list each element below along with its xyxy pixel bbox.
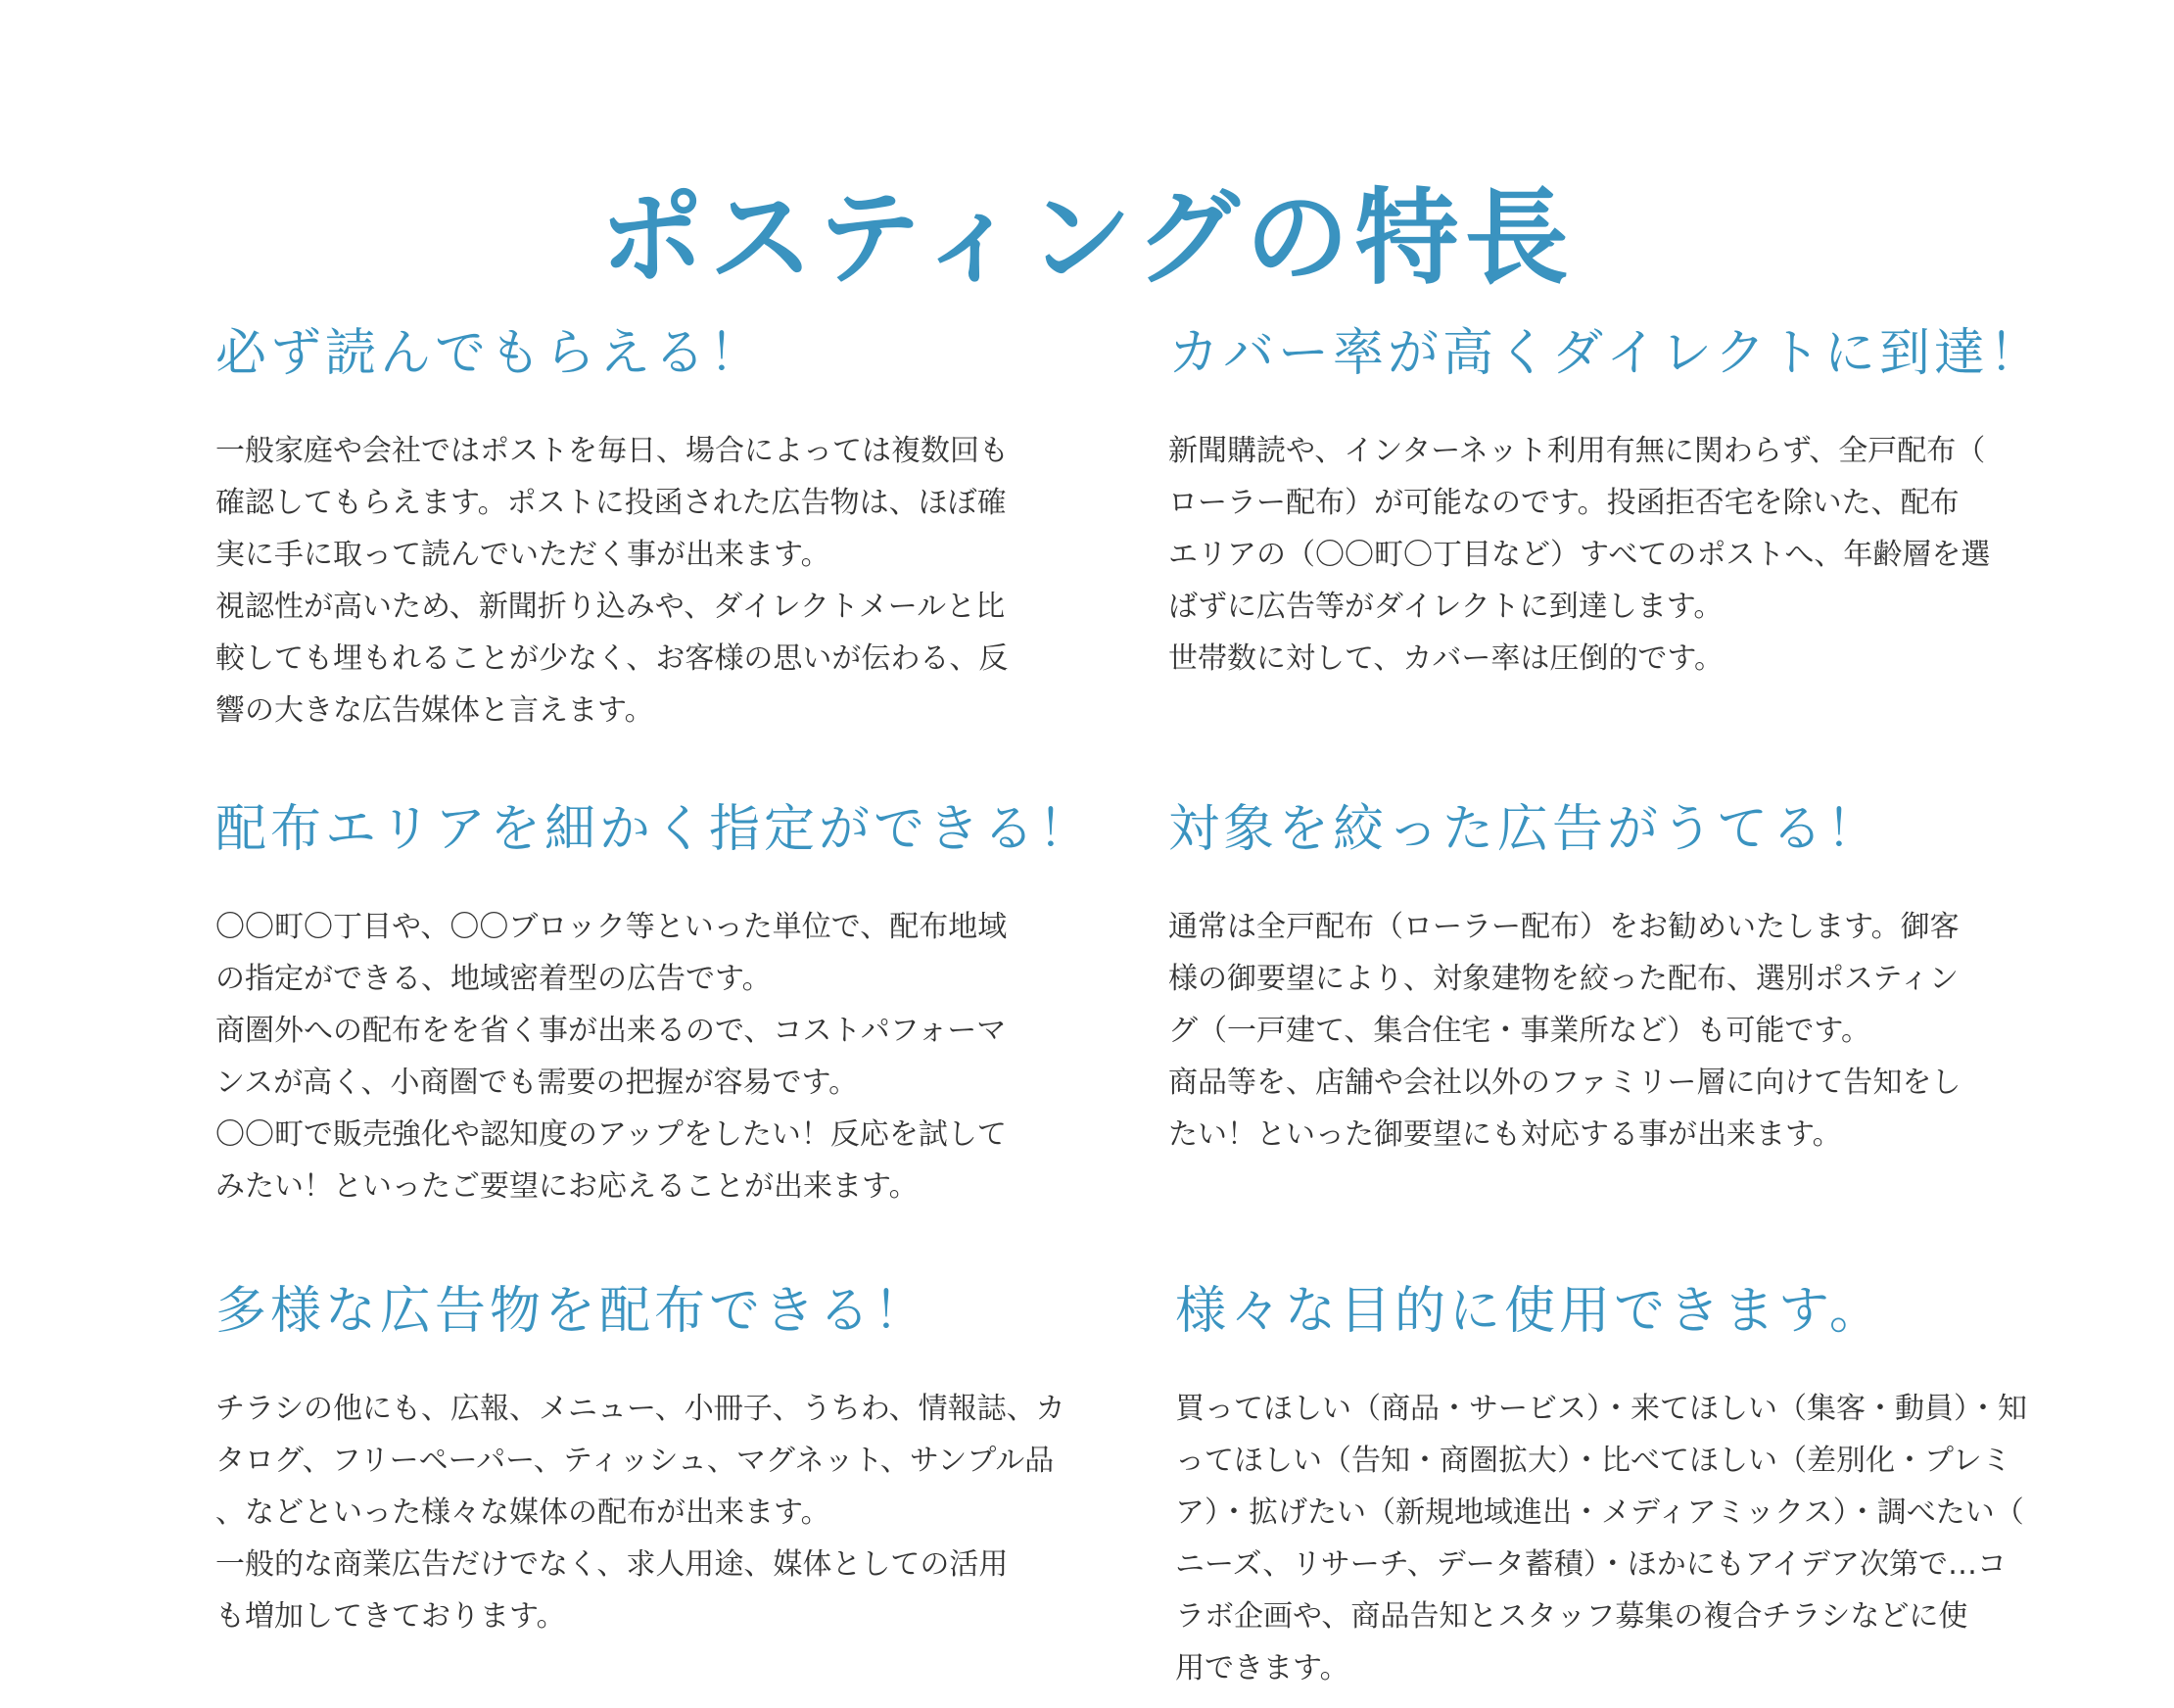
body-line: 新聞購読や、インターネット利用有無に関わらず、全戸配布（: [1168, 434, 1986, 468]
body-line: ラボ企画や、商品告知とスタッフ募集の複合チラシなどに使: [1175, 1599, 1968, 1634]
body-line: 用できます。: [1175, 1651, 1349, 1685]
feature-body: [215, 1383, 1065, 1642]
body-line: ってほしい（告知・商圏拡大）・比べてほしい（差別化・プレミ: [1175, 1444, 2011, 1478]
body-line: 、などといった様々な媒体の配布が出来ます。: [215, 1495, 830, 1530]
body-line: ア）・拡げたい（新規地域進出・メディアミックス）・調べたい（: [1175, 1495, 2024, 1530]
body-line: ンスが高く、小商圏でも需要の把握が容易です。: [215, 1066, 859, 1100]
body-line: ニーズ、リサーチ、データ蓄積）・ほかにもアイデア次第で…コ: [1175, 1547, 2007, 1582]
body-line: たい！といった御要望にも対応する事が出来ます。: [1168, 1117, 1842, 1152]
feature-diverse-materials: [215, 1277, 1065, 1642]
body-line: 視認性が高いため、新聞折り込みや、ダイレクトメールと比: [215, 590, 1006, 624]
body-line: 一般的な商業広告だけでなく、求人用途、媒体としての活用: [215, 1547, 1009, 1582]
feature-body: [1175, 1383, 2027, 1694]
body-line: ローラー配布）が可能なのです。投函拒否宅を除いた、配布: [1168, 486, 1960, 520]
body-line: 較しても埋もれることが少なく、お客様の思いが伝わる、反: [215, 641, 1009, 676]
body-line: 商圏外への配布をを省く事が出来るので、コストパフォーマ: [215, 1014, 1007, 1048]
body-line: も増加してきております。: [215, 1599, 566, 1634]
feature-targeted-ads: [1168, 795, 1961, 1161]
feature-area-targeting: [215, 795, 1093, 1212]
feature-coverage: [1168, 319, 2044, 685]
body-line: 商品等を、店舗や会社以外のファミリー層に向けて告知をし: [1168, 1066, 1961, 1100]
feature-body: [215, 901, 1093, 1212]
feature-heading: 対象を絞った広告がうてる！: [1168, 800, 1882, 859]
body-line: 通常は全戸配布（ローラー配布）をお勧めいたします。御客: [1168, 910, 1960, 944]
body-line: エリアの（〇〇町〇丁目など）すべてのポストへ、年齢層を選: [1168, 538, 1991, 572]
feature-heading: 配布エリアを細かく指定ができる！: [215, 800, 1094, 859]
body-line: 世帯数に対して、カバー率は圧倒的です。: [1168, 641, 1724, 676]
page-title: ポスティングの特長: [599, 178, 1575, 300]
feature-heading: 様々な目的に使用できます。: [1175, 1282, 1884, 1341]
body-line: 〇〇町で販売強化や認知度のアップをしたい！反応を試して: [215, 1117, 1007, 1152]
body-line: チラシの他にも、広報、メニュー、小冊子、うちわ、情報誌、カ: [215, 1392, 1065, 1426]
body-line: 響の大きな広告媒体と言えます。: [215, 693, 654, 728]
body-line: グ（一戸建て、集合住宅・事業所など）も可能です。: [1168, 1014, 1870, 1048]
body-line: 〇〇町〇丁目や、〇〇ブロック等といった単位で、配布地域: [215, 910, 1008, 944]
body-line: みたい！といったご要望にお応えることが出来ます。: [215, 1169, 919, 1204]
feature-heading: 必ず読んでもらえる！: [215, 324, 765, 383]
feature-body: [1168, 901, 1961, 1161]
body-line: タログ、フリーペーパー、ティッシュ、マグネット、サンプル品: [215, 1444, 1055, 1478]
body-line: ばずに広告等がダイレクトに到達します。: [1168, 590, 1724, 624]
body-line: 買ってほしい（商品・サービス）・来てほしい（集客・動員）・知: [1175, 1392, 2027, 1426]
body-line: の指定ができる、地域密着型の広告です。: [215, 962, 772, 996]
feature-body: [1168, 425, 2044, 685]
feature-various-purposes: [1175, 1277, 2027, 1694]
body-line: 一般家庭や会社ではポストを毎日、場合によっては複数回も: [215, 434, 1009, 468]
feature-heading: カバー率が高くダイレクトに到達！: [1168, 324, 2044, 383]
feature-heading: 多様な広告物を配布できる！: [215, 1282, 929, 1341]
body-line: 実に手に取って読んでいただく事が出来ます。: [215, 538, 830, 572]
body-line: 様の御要望により、対象建物を絞った配布、選別ポスティン: [1168, 962, 1959, 996]
body-line: 確認してもらえます。ポストに投函された広告物は、ほぼ確: [215, 486, 1007, 520]
feature-body: [215, 425, 1009, 736]
feature-must-read: [215, 319, 1009, 736]
